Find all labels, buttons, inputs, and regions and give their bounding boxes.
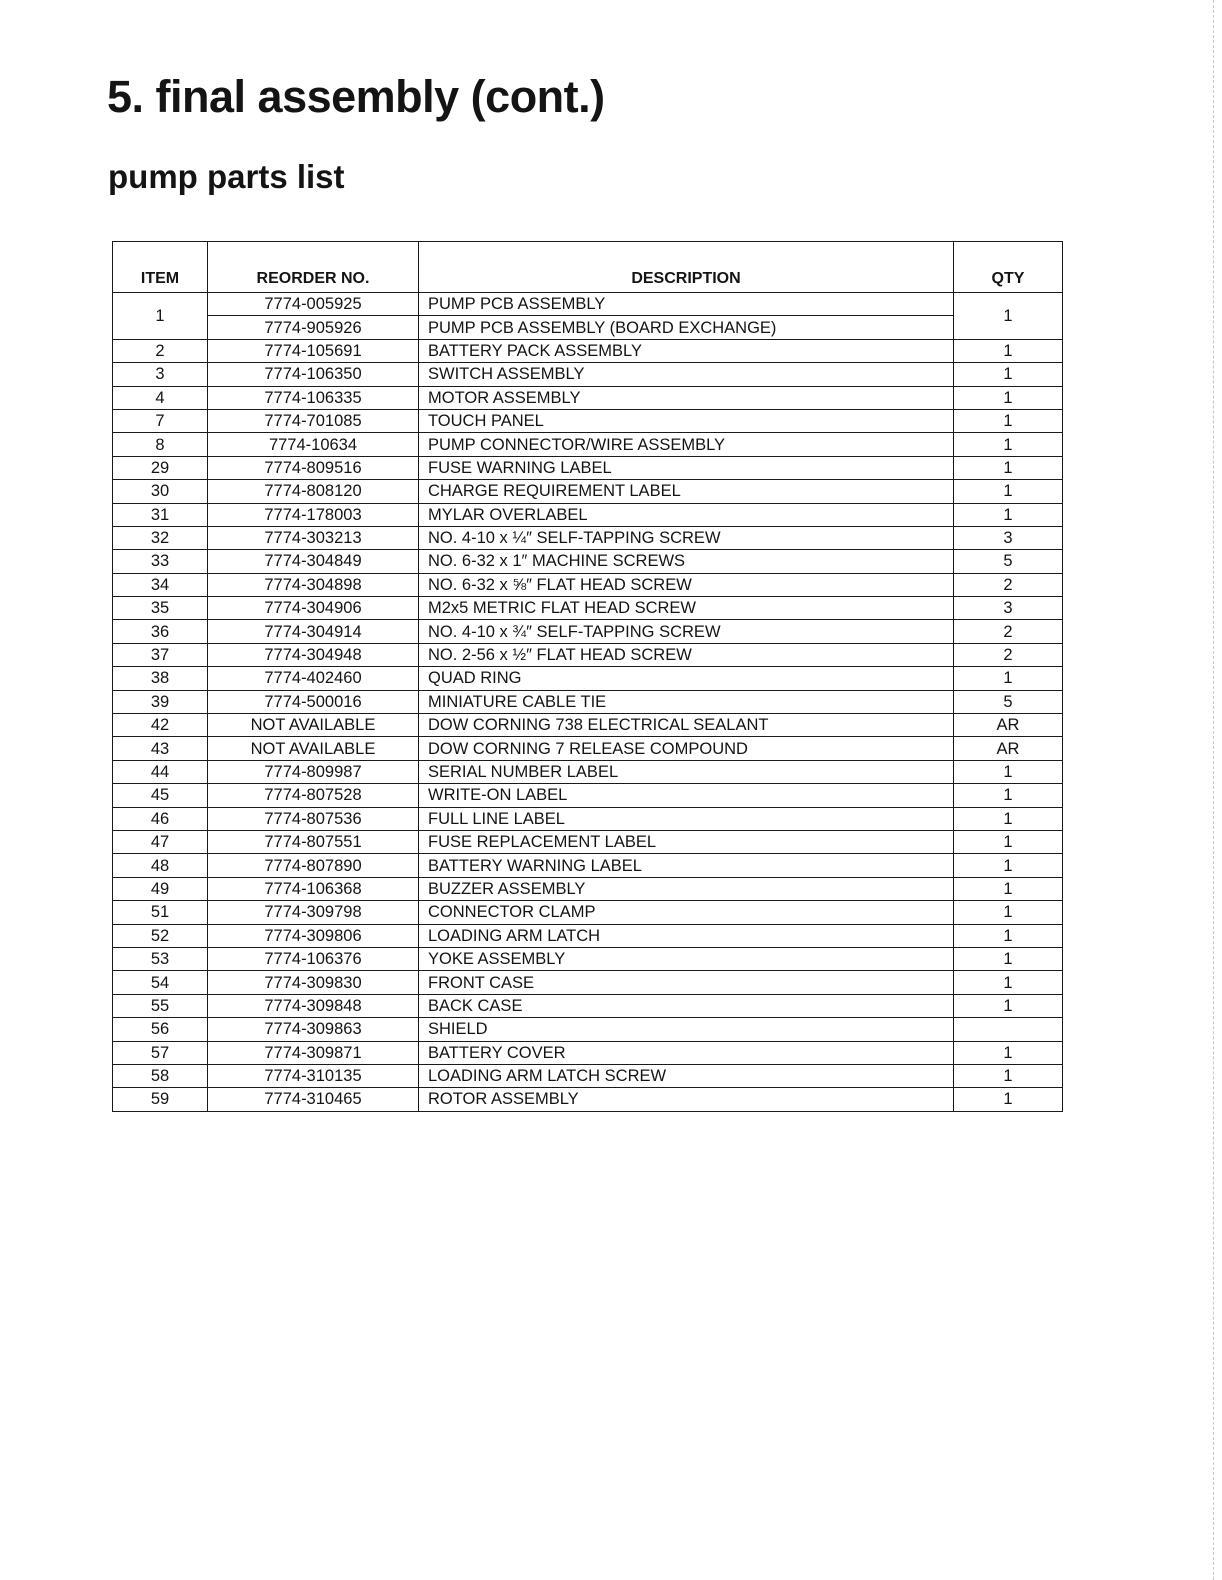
cell-description: QUAD RING	[419, 667, 954, 690]
cell-reorder-no: 7774-105691	[208, 339, 419, 362]
cell-qty: 1	[954, 363, 1063, 386]
cell-description: CONNECTOR CLAMP	[419, 901, 954, 924]
table-row	[113, 339, 1063, 362]
cell-reorder-no: 7774-106335	[208, 386, 419, 409]
cell-reorder-no: 7774-809987	[208, 760, 419, 783]
cell-item: 4	[113, 386, 208, 409]
cell-item: 33	[113, 550, 208, 573]
table-row	[113, 830, 1063, 853]
table-row	[113, 901, 1063, 924]
cell-reorder-no: 7774-309848	[208, 994, 419, 1017]
cell-item: 37	[113, 643, 208, 666]
header-reorder-no: REORDER NO.	[208, 242, 419, 293]
cell-qty: AR	[954, 737, 1063, 760]
cell-reorder-no: 7774-10634	[208, 433, 419, 456]
cell-reorder-no: 7774-807551	[208, 830, 419, 853]
table-row	[113, 433, 1063, 456]
section-subtitle: pump parts list	[108, 158, 345, 195]
cell-qty: 1	[954, 901, 1063, 924]
cell-reorder-no: 7774-701085	[208, 409, 419, 432]
cell-description: LOADING ARM LATCH	[419, 924, 954, 947]
cell-description: PUMP PCB ASSEMBLY	[419, 293, 954, 316]
cell-item: 57	[113, 1041, 208, 1064]
table-row	[113, 667, 1063, 690]
cell-item: 48	[113, 854, 208, 877]
cell-description: BATTERY PACK ASSEMBLY	[419, 339, 954, 362]
cell-item: 54	[113, 971, 208, 994]
cell-reorder-no: 7774-304849	[208, 550, 419, 573]
cell-item: 35	[113, 597, 208, 620]
cell-qty: AR	[954, 714, 1063, 737]
cell-description: YOKE ASSEMBLY	[419, 947, 954, 970]
cell-description: LOADING ARM LATCH SCREW	[419, 1064, 954, 1087]
table-row	[113, 386, 1063, 409]
cell-description: DOW CORNING 738 ELECTRICAL SEALANT	[419, 714, 954, 737]
cell-item: 47	[113, 830, 208, 853]
cell-qty: 1	[954, 480, 1063, 503]
cell-qty: 1	[954, 1088, 1063, 1111]
parts-table	[112, 241, 1063, 1112]
cell-reorder-no: NOT AVAILABLE	[208, 737, 419, 760]
cell-description: BACK CASE	[419, 994, 954, 1017]
table-row	[113, 877, 1063, 900]
cell-reorder-no: 7774-310135	[208, 1064, 419, 1087]
cell-description: SHIELD	[419, 1018, 954, 1041]
cell-qty: 1	[954, 386, 1063, 409]
cell-reorder-no: NOT AVAILABLE	[208, 714, 419, 737]
cell-reorder-no: 7774-106376	[208, 947, 419, 970]
cell-item: 8	[113, 433, 208, 456]
cell-qty: 1	[954, 807, 1063, 830]
cell-item: 52	[113, 924, 208, 947]
cell-item: 51	[113, 901, 208, 924]
table-row	[113, 550, 1063, 573]
cell-item: 34	[113, 573, 208, 596]
table-row	[113, 363, 1063, 386]
table-row	[113, 573, 1063, 596]
table-row	[113, 1018, 1063, 1041]
cell-qty: 1	[954, 456, 1063, 479]
cell-reorder-no: 7774-304906	[208, 597, 419, 620]
table-row	[113, 1064, 1063, 1087]
cell-qty: 3	[954, 597, 1063, 620]
cell-reorder-no: 7774-309806	[208, 924, 419, 947]
table-row	[113, 526, 1063, 549]
cell-reorder-no: 7774-807890	[208, 854, 419, 877]
cell-qty: 1	[954, 339, 1063, 362]
cell-description: M2x5 METRIC FLAT HEAD SCREW	[419, 597, 954, 620]
cell-qty: 1	[954, 433, 1063, 456]
cell-description: CHARGE REQUIREMENT LABEL	[419, 480, 954, 503]
cell-qty: 1	[954, 854, 1063, 877]
cell-description: MINIATURE CABLE TIE	[419, 690, 954, 713]
cell-qty: 5	[954, 690, 1063, 713]
cell-description: NO. 4-10 x ¼″ SELF-TAPPING SCREW	[419, 526, 954, 549]
table-row	[113, 597, 1063, 620]
cell-qty: 1	[954, 784, 1063, 807]
table-row	[113, 737, 1063, 760]
header-description: DESCRIPTION	[419, 242, 954, 293]
cell-item: 53	[113, 947, 208, 970]
cell-description: DOW CORNING 7 RELEASE COMPOUND	[419, 737, 954, 760]
cell-description: ROTOR ASSEMBLY	[419, 1088, 954, 1111]
cell-description: NO. 6-32 x 1″ MACHINE SCREWS	[419, 550, 954, 573]
cell-qty: 1	[954, 971, 1063, 994]
cell-item: 7	[113, 409, 208, 432]
cell-qty: 1	[954, 1041, 1063, 1064]
table-row	[113, 784, 1063, 807]
cell-item: 39	[113, 690, 208, 713]
header-qty: QTY	[954, 242, 1063, 293]
cell-qty: 1	[954, 994, 1063, 1017]
cell-item: 55	[113, 994, 208, 1017]
cell-item: 1	[113, 293, 208, 340]
cell-reorder-no: 7774-304948	[208, 643, 419, 666]
cell-description: SERIAL NUMBER LABEL	[419, 760, 954, 783]
cell-item: 42	[113, 714, 208, 737]
cell-description: MOTOR ASSEMBLY	[419, 386, 954, 409]
cell-description: NO. 2-56 x ½″ FLAT HEAD SCREW	[419, 643, 954, 666]
cell-reorder-no: 7774-106368	[208, 877, 419, 900]
cell-qty: 1	[954, 830, 1063, 853]
table-row	[113, 971, 1063, 994]
cell-reorder-no: 7774-808120	[208, 480, 419, 503]
cell-description: WRITE-ON LABEL	[419, 784, 954, 807]
cell-reorder-no: 7774-809516	[208, 456, 419, 479]
cell-item: 31	[113, 503, 208, 526]
page-title: 5. final assembly (cont.)	[107, 71, 605, 122]
table-row	[113, 854, 1063, 877]
table-header-row	[113, 242, 1063, 293]
table-row	[113, 316, 1063, 339]
cell-qty: 1	[954, 760, 1063, 783]
cell-qty: 2	[954, 643, 1063, 666]
cell-item: 32	[113, 526, 208, 549]
cell-qty: 1	[954, 293, 1063, 340]
cell-description: PUMP CONNECTOR/WIRE ASSEMBLY	[419, 433, 954, 456]
cell-description: FUSE REPLACEMENT LABEL	[419, 830, 954, 853]
table-row	[113, 690, 1063, 713]
cell-description: TOUCH PANEL	[419, 409, 954, 432]
cell-description: PUMP PCB ASSEMBLY (BOARD EXCHANGE)	[419, 316, 954, 339]
cell-qty: 3	[954, 526, 1063, 549]
cell-description: BUZZER ASSEMBLY	[419, 877, 954, 900]
table-row	[113, 620, 1063, 643]
cell-item: 2	[113, 339, 208, 362]
table-row	[113, 293, 1063, 316]
cell-reorder-no: 7774-500016	[208, 690, 419, 713]
cell-description: FRONT CASE	[419, 971, 954, 994]
table-row	[113, 947, 1063, 970]
cell-description: FULL LINE LABEL	[419, 807, 954, 830]
table-row	[113, 409, 1063, 432]
table-row	[113, 480, 1063, 503]
table-row	[113, 994, 1063, 1017]
cell-description: BATTERY COVER	[419, 1041, 954, 1064]
cell-item: 43	[113, 737, 208, 760]
cell-reorder-no: 7774-309798	[208, 901, 419, 924]
table-row	[113, 807, 1063, 830]
cell-description: MYLAR OVERLABEL	[419, 503, 954, 526]
cell-qty: 2	[954, 573, 1063, 596]
cell-reorder-no: 7774-402460	[208, 667, 419, 690]
table-row	[113, 456, 1063, 479]
cell-item: 46	[113, 807, 208, 830]
cell-qty: 1	[954, 503, 1063, 526]
table-row	[113, 643, 1063, 666]
cell-qty: 1	[954, 924, 1063, 947]
cell-reorder-no: 7774-807528	[208, 784, 419, 807]
cell-item: 36	[113, 620, 208, 643]
cell-description: NO. 4-10 x ¾″ SELF-TAPPING SCREW	[419, 620, 954, 643]
cell-description: NO. 6-32 x ⅝″ FLAT HEAD SCREW	[419, 573, 954, 596]
cell-reorder-no: 7774-310465	[208, 1088, 419, 1111]
cell-item: 30	[113, 480, 208, 503]
cell-reorder-no: 7774-309871	[208, 1041, 419, 1064]
cell-item: 3	[113, 363, 208, 386]
cell-item: 29	[113, 456, 208, 479]
cell-item: 56	[113, 1018, 208, 1041]
cell-qty: 1	[954, 409, 1063, 432]
cell-item: 38	[113, 667, 208, 690]
cell-description: BATTERY WARNING LABEL	[419, 854, 954, 877]
cell-reorder-no: 7774-005925	[208, 293, 419, 316]
cell-reorder-no: 7774-106350	[208, 363, 419, 386]
table-row	[113, 924, 1063, 947]
cell-reorder-no: 7774-905926	[208, 316, 419, 339]
cell-description: SWITCH ASSEMBLY	[419, 363, 954, 386]
cell-reorder-no: 7774-178003	[208, 503, 419, 526]
cell-item: 49	[113, 877, 208, 900]
cell-reorder-no: 7774-309830	[208, 971, 419, 994]
page-edge-line	[1213, 0, 1214, 1580]
cell-reorder-no: 7774-807536	[208, 807, 419, 830]
cell-qty: 1	[954, 1064, 1063, 1087]
table-row	[113, 1041, 1063, 1064]
cell-reorder-no: 7774-303213	[208, 526, 419, 549]
table-row	[113, 714, 1063, 737]
cell-qty: 1	[954, 947, 1063, 970]
cell-qty: 1	[954, 877, 1063, 900]
cell-reorder-no: 7774-304914	[208, 620, 419, 643]
cell-item: 58	[113, 1064, 208, 1087]
cell-item: 44	[113, 760, 208, 783]
cell-item: 59	[113, 1088, 208, 1111]
cell-reorder-no: 7774-304898	[208, 573, 419, 596]
table-body	[113, 293, 1063, 1112]
table-row	[113, 760, 1063, 783]
cell-reorder-no: 7774-309863	[208, 1018, 419, 1041]
cell-item: 45	[113, 784, 208, 807]
table-row	[113, 503, 1063, 526]
cell-description: FUSE WARNING LABEL	[419, 456, 954, 479]
table-row	[113, 1088, 1063, 1111]
cell-qty: 5	[954, 550, 1063, 573]
cell-qty: 1	[954, 667, 1063, 690]
cell-qty: 2	[954, 620, 1063, 643]
header-item: ITEM	[113, 242, 208, 293]
cell-qty	[954, 1018, 1063, 1041]
